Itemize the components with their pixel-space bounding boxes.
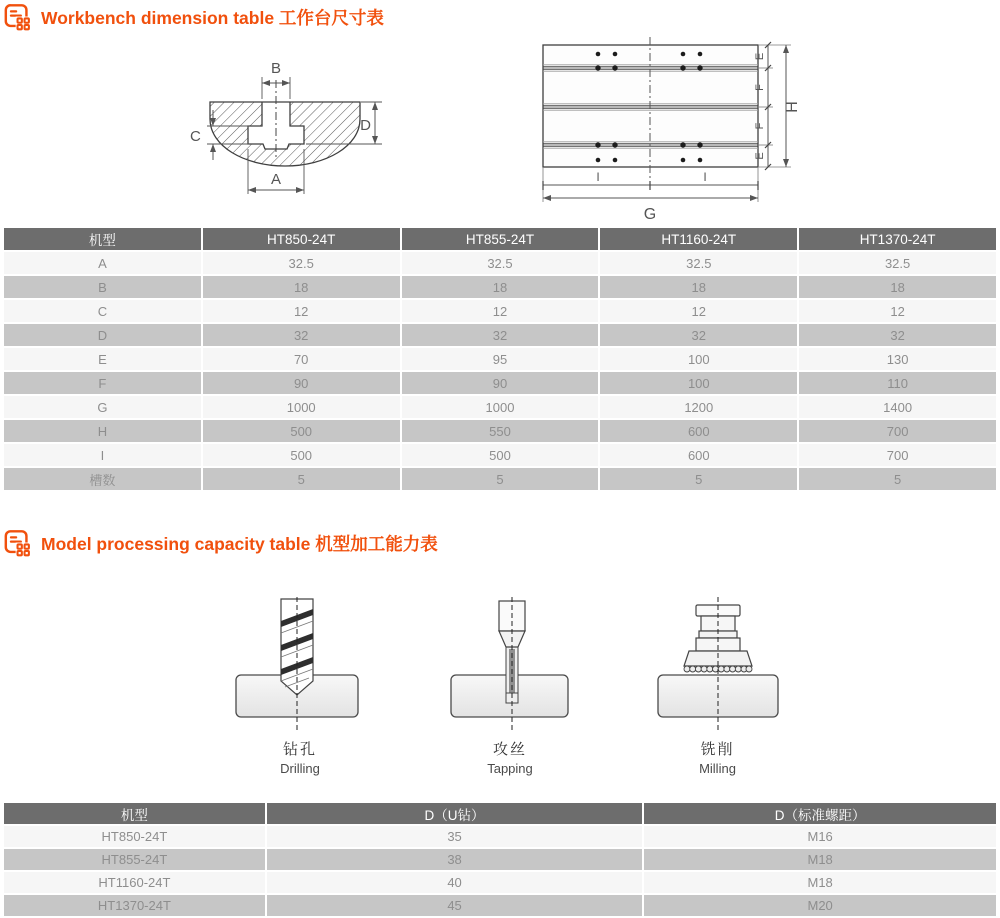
- table-row: [4, 276, 996, 298]
- value-cell: 600: [600, 444, 797, 466]
- row-label-cell: A: [4, 252, 201, 274]
- table-row: [4, 468, 996, 490]
- value-cell: 1000: [203, 396, 400, 418]
- table2-header-row: [4, 803, 996, 824]
- table-row: [4, 300, 996, 322]
- value-cell: 70: [203, 348, 400, 370]
- value-cell: 40: [267, 872, 642, 893]
- col-header-ht850: HT850-24T: [203, 228, 400, 250]
- value-cell: 5: [402, 468, 599, 490]
- dim-label-I-left: I: [596, 170, 600, 184]
- dim-label-G: G: [643, 206, 657, 223]
- table-row: [4, 444, 996, 466]
- process-label-en: Tapping: [487, 761, 533, 776]
- row-label-cell: HT850-24T: [4, 826, 265, 847]
- value-cell: 600: [600, 420, 797, 442]
- value-cell: 5: [600, 468, 797, 490]
- tslot-cross-section-diagram: [185, 52, 400, 204]
- table-row: [4, 396, 996, 418]
- value-cell: 1000: [402, 396, 599, 418]
- table1-header-row: [4, 228, 996, 250]
- col-header-model: 机型: [4, 803, 265, 824]
- table-row: [4, 895, 996, 916]
- value-cell: M20: [644, 895, 996, 916]
- value-cell: 45: [267, 895, 642, 916]
- table-row: [4, 348, 996, 370]
- dim-label-H: H: [784, 101, 801, 113]
- value-cell: 18: [799, 276, 996, 298]
- row-label-cell: HT1370-24T: [4, 895, 265, 916]
- value-cell: 700: [799, 420, 996, 442]
- drilling-diagram: [225, 595, 375, 737]
- value-cell: 32: [402, 324, 599, 346]
- value-cell: 110: [799, 372, 996, 394]
- section2-header: [3, 528, 438, 558]
- value-cell: 550: [402, 420, 599, 442]
- value-cell: 500: [402, 444, 599, 466]
- table-row: [4, 252, 996, 274]
- tapping-diagram: [435, 595, 585, 737]
- section2-title: Model processing capacity table 机型加工能力表: [41, 533, 438, 554]
- row-label-cell: F: [4, 372, 201, 394]
- value-cell: 12: [600, 300, 797, 322]
- value-cell: 32.5: [799, 252, 996, 274]
- col-header-u-drill: D（U钻）: [267, 803, 642, 824]
- value-cell: M16: [644, 826, 996, 847]
- process-label-zh: 钻孔: [282, 741, 317, 758]
- table-row: [4, 826, 996, 847]
- section1-title: Workbench dimension table 工作台尺寸表: [41, 7, 384, 28]
- value-cell: 90: [203, 372, 400, 394]
- col-header-model: 机型: [4, 228, 201, 250]
- value-cell: 1400: [799, 396, 996, 418]
- process-label-en: Milling: [699, 761, 736, 776]
- dim-label-B: B: [270, 60, 282, 77]
- col-header-ht1160: HT1160-24T: [600, 228, 797, 250]
- dim-label-F1: F: [754, 84, 766, 91]
- value-cell: 90: [402, 372, 599, 394]
- value-cell: 12: [799, 300, 996, 322]
- value-cell: 130: [799, 348, 996, 370]
- value-cell: 500: [203, 420, 400, 442]
- value-cell: 32.5: [600, 252, 797, 274]
- workbench-dimension-table: [2, 226, 998, 492]
- dim-label-I-right: I: [703, 170, 707, 184]
- row-label-cell: HT1160-24T: [4, 872, 265, 893]
- row-label-cell: 槽数: [4, 468, 201, 490]
- value-cell: 1200: [600, 396, 797, 418]
- value-cell: 700: [799, 444, 996, 466]
- value-cell: 12: [402, 300, 599, 322]
- row-label-cell: E: [4, 348, 201, 370]
- col-header-standard-pitch: D（标准螺距）: [644, 803, 996, 824]
- table-row: [4, 420, 996, 442]
- value-cell: 18: [600, 276, 797, 298]
- table-row: [4, 872, 996, 893]
- value-cell: 32.5: [203, 252, 400, 274]
- value-cell: 18: [402, 276, 599, 298]
- milling-diagram: [625, 595, 810, 737]
- workbench-top-view-diagram: [528, 33, 803, 225]
- value-cell: 100: [600, 372, 797, 394]
- row-label-cell: G: [4, 396, 201, 418]
- dim-label-E-bottom: E: [754, 152, 766, 160]
- value-cell: M18: [644, 849, 996, 870]
- dim-label-F2: F: [754, 122, 766, 130]
- value-cell: 18: [203, 276, 400, 298]
- value-cell: 32: [799, 324, 996, 346]
- table-row: [4, 324, 996, 346]
- dim-label-A: A: [270, 171, 282, 188]
- value-cell: 95: [402, 348, 599, 370]
- value-cell: 32: [600, 324, 797, 346]
- tslot-material-shape: [210, 102, 360, 166]
- row-label-cell: HT855-24T: [4, 849, 265, 870]
- col-header-ht1370: HT1370-24T: [799, 228, 996, 250]
- table-row: [4, 849, 996, 870]
- process-milling: [625, 595, 810, 776]
- value-cell: M18: [644, 872, 996, 893]
- form-calculator-icon: [3, 528, 33, 558]
- process-label-zh: 铣削: [700, 741, 735, 758]
- row-label-cell: D: [4, 324, 201, 346]
- value-cell: 100: [600, 348, 797, 370]
- form-calculator-icon: [3, 2, 33, 32]
- row-label-cell: H: [4, 420, 201, 442]
- col-header-ht855: HT855-24T: [402, 228, 599, 250]
- process-label-zh: 攻丝: [492, 741, 527, 758]
- value-cell: 5: [799, 468, 996, 490]
- value-cell: 32: [203, 324, 400, 346]
- row-label-cell: C: [4, 300, 201, 322]
- value-cell: 35: [267, 826, 642, 847]
- value-cell: 38: [267, 849, 642, 870]
- process-drilling: [225, 595, 375, 776]
- row-label-cell: I: [4, 444, 201, 466]
- value-cell: 12: [203, 300, 400, 322]
- value-cell: 32.5: [402, 252, 599, 274]
- value-cell: 500: [203, 444, 400, 466]
- table-row: [4, 372, 996, 394]
- process-tapping: [435, 595, 585, 776]
- process-label-en: Drilling: [280, 761, 320, 776]
- dim-label-C: C: [190, 128, 201, 145]
- value-cell: 5: [203, 468, 400, 490]
- section1-header: [3, 2, 384, 32]
- processing-capacity-table: [2, 801, 998, 918]
- dim-label-E-top: E: [754, 52, 766, 61]
- row-label-cell: B: [4, 276, 201, 298]
- dim-label-D: D: [360, 117, 371, 134]
